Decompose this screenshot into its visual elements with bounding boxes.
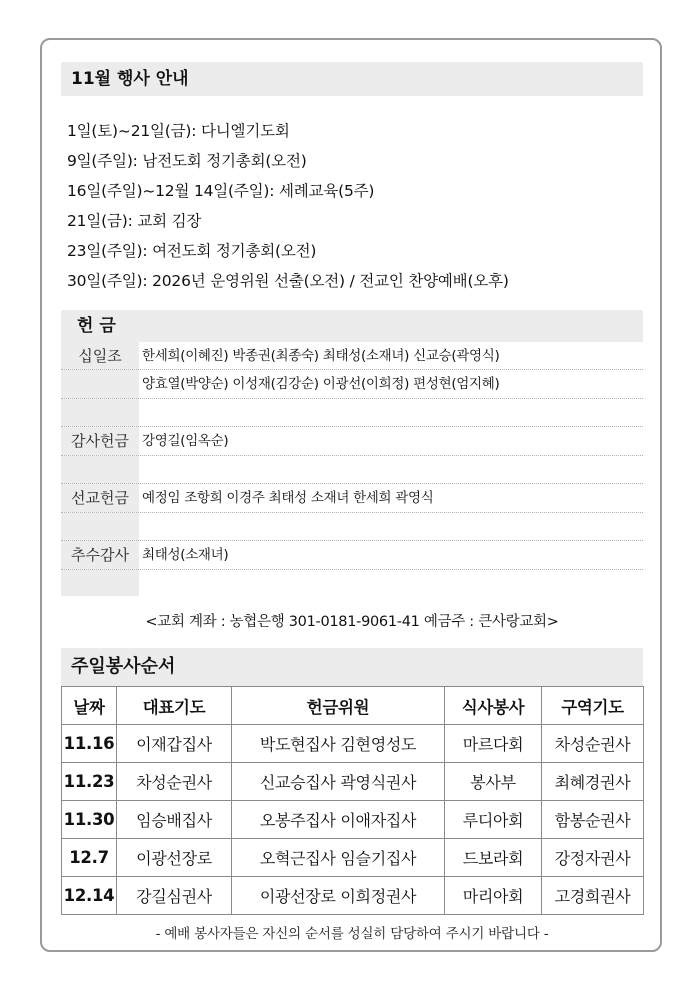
table-row bbox=[62, 763, 644, 801]
thanks-offering-label: 감사헌금 bbox=[61, 427, 139, 455]
cell-meal-service: 루디아회 bbox=[445, 801, 542, 839]
tithe-givers-line2: 양효열(박양순) 이성재(김강순) 이광선(이희정) 편성현(엄지혜) bbox=[142, 376, 500, 392]
offering-section-title: 헌 금 bbox=[61, 310, 643, 342]
duty-section-title: 주일봉사순서 bbox=[61, 648, 643, 686]
thanks-offering-givers: 강영길(임옥순) bbox=[142, 433, 229, 449]
cell-offering-committee: 이광선장로 이희정권사 bbox=[232, 877, 445, 915]
cell-district-prayer: 고경희권사 bbox=[542, 877, 644, 915]
table-header-row bbox=[62, 687, 644, 725]
cell-meal-service: 마르다회 bbox=[445, 725, 542, 763]
cell-offering-committee: 오봉주집사 이애자집사 bbox=[232, 801, 445, 839]
cell-offering-committee: 오혁근집사 임슬기집사 bbox=[232, 839, 445, 877]
cell-district-prayer: 강정자권사 bbox=[542, 839, 644, 877]
header-district-prayer: 구역기도 bbox=[542, 687, 644, 725]
duty-table bbox=[61, 686, 644, 915]
tithe-givers-line1: 한세희(이혜진) 박종권(최종숙) 최태성(소재녀) 신교승(곽영식) bbox=[142, 348, 500, 364]
cell-district-prayer: 차성순권사 bbox=[542, 725, 644, 763]
offering-list bbox=[61, 342, 643, 596]
cell-date: 12.7 bbox=[62, 839, 117, 877]
events-section-title: 11월 행사 안내 bbox=[61, 62, 643, 96]
event-item: 1일(토)~21일(금): 다니엘기도회 bbox=[67, 122, 290, 140]
cell-date: 11.16 bbox=[62, 725, 117, 763]
cell-district-prayer: 최혜경권사 bbox=[542, 763, 644, 801]
events-list bbox=[67, 116, 647, 296]
cell-rep-prayer: 이광선장로 bbox=[117, 839, 232, 877]
harvest-offering-label: 추수감사 bbox=[61, 541, 139, 569]
table-row bbox=[62, 877, 644, 915]
cell-meal-service: 드보라회 bbox=[445, 839, 542, 877]
cell-date: 11.23 bbox=[62, 763, 117, 801]
service-footer-note: - 예배 봉사자들은 자신의 순서를 성실히 담당하여 주시기 바랍니다 - bbox=[155, 926, 549, 942]
event-item: 16일(주일)~12월 14일(주일): 세례교육(5주) bbox=[67, 182, 375, 200]
cell-rep-prayer: 강길심권사 bbox=[117, 877, 232, 915]
event-item: 30일(주일): 2026년 운영위원 선출(오전) / 전교인 찬양예배(오후) bbox=[67, 272, 509, 290]
table-row bbox=[62, 801, 644, 839]
church-account-info: <교회 계좌 : 농협은행 301-0181-9061-41 예금주 : 큰사랑교회> bbox=[145, 614, 559, 630]
cell-offering-committee: 신교승집사 곽영식권사 bbox=[232, 763, 445, 801]
cell-rep-prayer: 임승배집사 bbox=[117, 801, 232, 839]
table-row bbox=[62, 725, 644, 763]
cell-date: 12.14 bbox=[62, 877, 117, 915]
header-rep-prayer: 대표기도 bbox=[117, 687, 232, 725]
cell-rep-prayer: 차성순권사 bbox=[117, 763, 232, 801]
table-row bbox=[62, 839, 644, 877]
mission-offering-givers: 예정임 조항희 이경주 최태성 소재녀 한세희 곽영식 bbox=[142, 490, 434, 506]
header-offering-committee: 헌금위원 bbox=[232, 687, 445, 725]
header-date: 날짜 bbox=[62, 687, 117, 725]
header-meal-service: 식사봉사 bbox=[445, 687, 542, 725]
event-item: 9일(주일): 남전도회 정기총회(오전) bbox=[67, 152, 307, 170]
event-item: 21일(금): 교회 김장 bbox=[67, 212, 202, 230]
cell-date: 11.30 bbox=[62, 801, 117, 839]
cell-meal-service: 봉사부 bbox=[445, 763, 542, 801]
harvest-offering-givers: 최태성(소재녀) bbox=[142, 547, 229, 563]
tithe-label: 십일조 bbox=[61, 342, 139, 369]
mission-offering-label: 선교헌금 bbox=[61, 484, 139, 512]
cell-district-prayer: 함봉순권사 bbox=[542, 801, 644, 839]
cell-meal-service: 마리아회 bbox=[445, 877, 542, 915]
cell-rep-prayer: 이재갑집사 bbox=[117, 725, 232, 763]
cell-offering-committee: 박도현집사 김현영성도 bbox=[232, 725, 445, 763]
event-item: 23일(주일): 여전도회 정기총회(오전) bbox=[67, 242, 317, 260]
